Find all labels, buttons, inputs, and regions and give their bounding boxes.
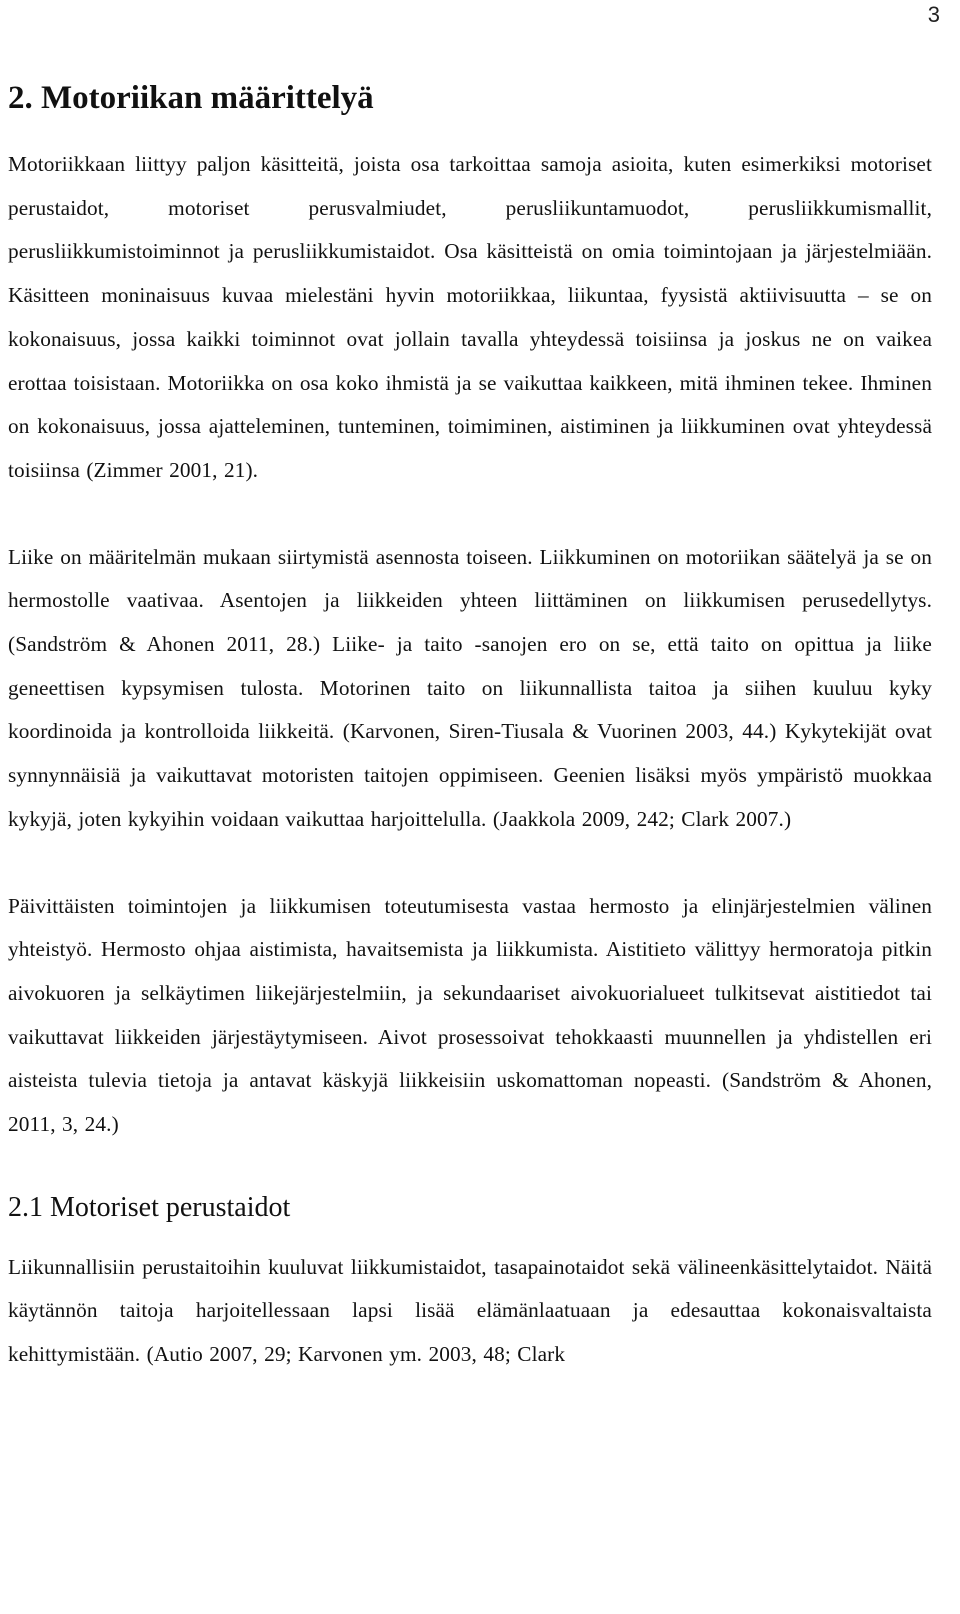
paragraph-hermosto: Päivittäisten toimintojen ja liikkumisen toteutumisesta vastaa hermosto ja elinjärjestelmien välinen yhteistyö. Hermosto ohjaa aistimista, havaitsemista ja liikkumista. Aistitieto välittyy hermoratoja pitkin aivokuoren ja selkäytimen liikejärjestelmiin, ja sekundaariset aivokuorialueet tulkitsevat aistitiedot tai vaikuttavat liikkeiden järjestäytymiseen. Aivot prosessoivat tehokkaasti muunnellen ja yhdistellen eri aisteista tulevia tietoja ja antavat käskyjä liikkeisiin uskomattoman nopeasti. (Sandström & Ahonen, 2011, 3, 24.) (8, 893, 932, 1137)
paragraph-intro: Motoriikkaan liittyy paljon käsitteitä, joista osa tarkoittaa samoja asioita, kuten esimerkiksi motoriset perustaidot, motoriset perusvalmiudet, perusliikuntamuodot, perusliikkumismallit, perusliikkumistoiminnot ja perusliikkumistaidot. Osa käsitteistä on omia toimintojaan ja järjestelmiään. Käsitteen moninaisuus kuvaa mielestäni hyvin motoriikkaa, liikuntaa, fyysistä aktiivisuutta – se on kokonaisuus, jossa kaikki toiminnot ovat jollain tavalla yhteydessä toisiinsa ja joskus ne on vaikea erottaa toisistaan. Motoriikka on osa koko ihmistä ja se vaikuttaa kaikkeen, mitä ihminen tekee. Ihminen on kokonaisuus, jossa ajatteleminen, tunteminen, toimiminen, aistiminen ja liikkuminen ovat yhteydessä toisiinsa (Zimmer 2001, 21). (8, 152, 932, 482)
subsection-title: 2.1 Motoriset perustaidot (8, 1191, 291, 1223)
section-title: 2. Motoriikan määrittelyä (8, 80, 374, 116)
document-body (8, 72, 932, 1377)
paragraph-perustaidot: Liikunnallisiin perustaitoihin kuuluvat liikkumistaidot, tasapainotaidot sekä välineenkäsittelytaidot. Näitä käytännön taitoja harjoitellessaan lapsi lisää elämänlaatuaan ja edesauttaa kokonaisvaltaista kehittymistään. (Autio 2007, 29; Karvonen ym. 2003, 48; Clark (8, 1254, 932, 1367)
page-number: 3 (927, 2, 940, 27)
paragraph-liike: Liike on määritelmän mukaan siirtymistä asennosta toiseen. Liikkuminen on motoriikan säätelyä ja se on hermostolle vaativaa. Asentojen ja liikkeiden yhteen liittäminen on liikkumisen perusedellytys. (Sandström & Ahonen 2011, 28.) Liike- ja taito -sanojen ero on se, että taito on opittua ja liike geneettisen kypsymisen tulosta. Motorinen taito on liikunnallista taitoa ja siihen kuuluu kyky koordinoida ja kontrolloida liikkeitä. (Karvonen, Siren-Tiusala & Vuorinen 2003, 44.) Kykytekijät ovat synnynnäisiä ja vaikuttavat motoristen taitojen oppimiseen. Geenien lisäksi myös ympäristö muokkaa kykyjä, joten kykyihin voidaan vaikuttaa harjoittelulla. (Jaakkola 2009, 242; Clark 2007.) (8, 544, 932, 831)
